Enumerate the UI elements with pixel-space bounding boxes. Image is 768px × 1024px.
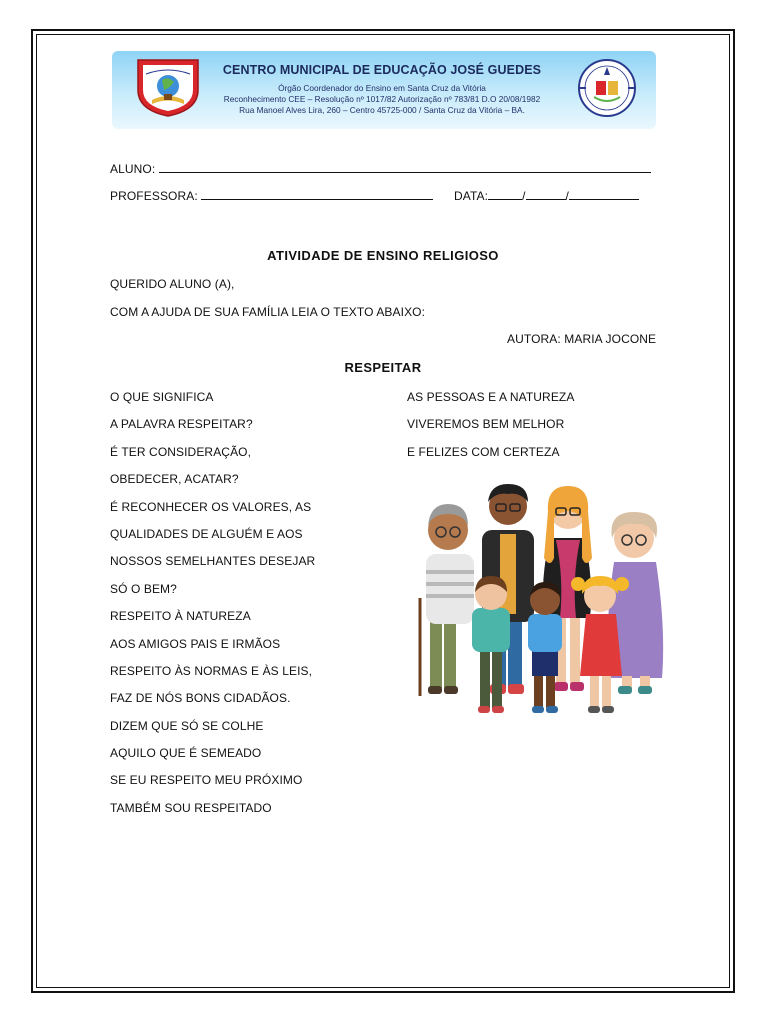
poem-left-column	[110, 390, 315, 828]
grandfather-figure	[420, 504, 474, 696]
emblem-icon	[574, 57, 640, 119]
greeting: QUERIDO ALUNO (A),	[110, 277, 235, 291]
aluno-blank[interactable]	[159, 162, 651, 173]
header-line-3: Rua Manoel Alves Lira, 260 – Centro 45725-000 / Santa Cruz da Vitória – BA.	[239, 105, 525, 115]
poem-line: FAZ DE NÓS BONS CIDADÃOS.	[110, 691, 291, 706]
poem-line: VIVEREMOS BEM MELHOR	[407, 417, 565, 432]
poem-line: SÓ O BEM?	[110, 581, 177, 596]
poem-line: SE EU RESPEITO MEU PRÓXIMO	[110, 773, 303, 788]
date-day-blank[interactable]	[488, 189, 522, 200]
poem-line: É TER CONSIDERAÇÃO,	[110, 444, 252, 459]
date-year-blank[interactable]	[569, 189, 639, 200]
aluno-field[interactable]	[110, 162, 651, 176]
poem-line: E FELIZES COM CERTEZA	[407, 444, 560, 459]
poem-line: É RECONHECER OS VALORES, AS	[110, 499, 312, 514]
professora-label: PROFESSORA:	[110, 189, 198, 203]
poem-line: TAMBÉM SOU RESPEITADO	[110, 800, 272, 815]
header-line-1: Órgão Coordenador do Ensino em Santa Cruz da Vitória	[278, 83, 486, 93]
poem-title: RESPEITAR	[344, 360, 422, 375]
poem-line: RESPEITO À NATUREZA	[110, 609, 251, 624]
author: AUTORA: MARIA JOCONE	[507, 332, 657, 346]
activity-title: ATIVIDADE DE ENSINO RELIGIOSO	[267, 248, 499, 263]
professora-field[interactable]	[110, 189, 433, 203]
poem-line: DIZEM QUE SÓ SE COLHE	[110, 718, 264, 733]
school-seal-icon	[134, 54, 202, 118]
date-separator: /	[565, 189, 569, 203]
date-label: DATA:	[454, 189, 489, 203]
date-month-blank[interactable]	[526, 189, 566, 200]
instruction: COM A AJUDA DE SUA FAMÍLIA LEIA O TEXTO ABAIXO:	[110, 305, 426, 319]
poem-line: NOSSOS SEMELHANTES DESEJAR	[110, 554, 316, 569]
poem-line: OBEDECER, ACATAR?	[110, 472, 239, 487]
date-separator: /	[522, 189, 526, 203]
small-boy-figure	[528, 582, 562, 713]
poem-line: AQUILO QUE É SEMEADO	[110, 746, 262, 761]
school-name: CENTRO MUNICIPAL DE EDUCAÇÃO JOSÉ GUEDES	[222, 63, 542, 77]
poem-right-column	[407, 390, 574, 472]
aluno-label: ALUNO:	[110, 162, 156, 176]
poem-line: O QUE SIGNIFICA	[110, 390, 214, 404]
poem-line: QUALIDADES DE ALGUÉM E AOS	[110, 526, 303, 541]
poem-line: A PALAVRA RESPEITAR?	[110, 417, 253, 432]
date-field[interactable]	[454, 189, 639, 203]
family-illustration	[410, 478, 672, 722]
poem-line: RESPEITO ÀS NORMAS E ÀS LEIS,	[110, 663, 313, 678]
poem-line: AS PESSOAS E A NATUREZA	[407, 390, 575, 404]
poem-line: AOS AMIGOS PAIS E IRMÃOS	[110, 636, 281, 651]
header-line-2: Reconhecimento CEE – Resolução nº 1017/82 Autorização nº 783/81 D.O 20/08/1982	[223, 94, 541, 104]
professora-blank[interactable]	[201, 189, 433, 200]
